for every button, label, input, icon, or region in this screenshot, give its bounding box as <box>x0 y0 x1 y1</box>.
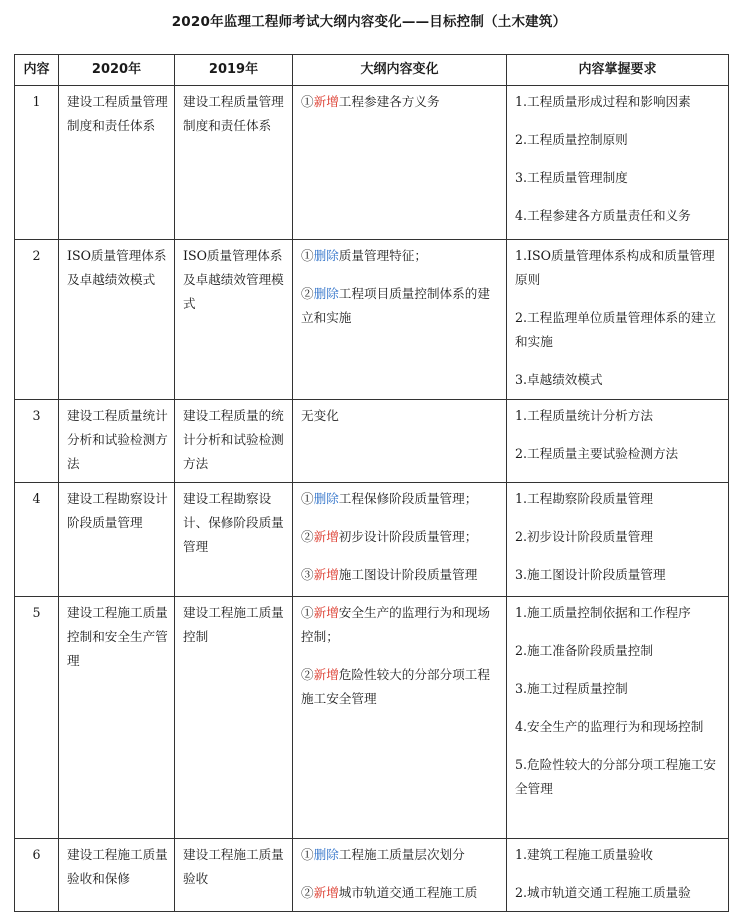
deleted-keyword: 删除 <box>313 491 339 506</box>
cell-requirements <box>507 597 729 839</box>
added-keyword: 新增 <box>313 94 339 109</box>
change-text: 安全生产的监理行为和现场控制； <box>301 605 490 644</box>
change-index: ① <box>301 248 314 263</box>
added-keyword: 新增 <box>313 567 339 582</box>
change-item <box>301 843 500 867</box>
change-item <box>301 525 500 549</box>
change-index: ② <box>301 529 314 544</box>
header-2019: 2019年 <box>175 55 293 86</box>
requirement-item: 4.工程参建各方质量责任和义务 <box>515 208 691 223</box>
change-text: 工程参建各方义务 <box>338 94 440 109</box>
cell-changes <box>293 86 507 240</box>
cell-2020: 建设工程勘察设计阶段质量管理 <box>59 483 175 597</box>
deleted-keyword: 删除 <box>313 286 339 301</box>
change-index: ① <box>301 605 314 620</box>
cell-requirements <box>507 400 729 483</box>
cell-2019: 建设工程施工质量验收 <box>175 839 293 912</box>
cell-2019: 建设工程质量的统计分析和试验检测方法 <box>175 400 293 483</box>
table-row <box>15 240 729 400</box>
row-number: 2 <box>15 240 59 400</box>
cell-2020: ISO质量管理体系及卓越绩效模式 <box>59 240 175 400</box>
requirement-item: 3.施工过程质量控制 <box>515 681 628 696</box>
change-index: ① <box>301 491 314 506</box>
change-item <box>301 563 500 587</box>
change-index: ① <box>301 847 314 862</box>
requirement-item: 2.城市轨道交通工程施工质量验 <box>515 885 691 900</box>
change-index: ③ <box>301 567 314 582</box>
change-item <box>301 601 500 649</box>
added-keyword: 新增 <box>313 529 339 544</box>
cell-requirements <box>507 839 729 912</box>
change-text: 施工图设计阶段质量管理 <box>338 567 478 582</box>
cell-2019: 建设工程勘察设计、保修阶段质量管理 <box>175 483 293 597</box>
header-row <box>15 55 729 86</box>
cell-changes <box>293 839 507 912</box>
table-row <box>15 86 729 240</box>
change-text: 工程施工质量层次划分 <box>338 847 465 862</box>
requirement-item: 1.施工质量控制依据和工作程序 <box>515 605 691 620</box>
added-keyword: 新增 <box>313 605 339 620</box>
change-text: 危险性较大的分部分项工程施工安全管理 <box>301 667 490 706</box>
cell-2019: 建设工程施工质量控制 <box>175 597 293 839</box>
change-text: 工程保修阶段质量管理； <box>338 491 478 506</box>
change-text: 无变化 <box>301 408 339 423</box>
change-index: ② <box>301 667 314 682</box>
requirement-item: 2.初步设计阶段质量管理 <box>515 529 653 544</box>
change-item <box>301 881 500 905</box>
requirement-item: 2.工程质量控制原则 <box>515 132 628 147</box>
change-item <box>301 487 500 511</box>
change-index: ② <box>301 885 314 900</box>
requirement-item: 3.工程质量管理制度 <box>515 170 628 185</box>
cell-2020: 建设工程质量统计分析和试验检测方法 <box>59 400 175 483</box>
row-number: 4 <box>15 483 59 597</box>
change-item <box>301 244 500 268</box>
cell-2020: 建设工程质量管理制度和责任体系 <box>59 86 175 240</box>
header-requirements: 内容掌握要求 <box>507 55 729 86</box>
requirement-item: 1.工程质量统计分析方法 <box>515 408 653 423</box>
change-text: 工程项目质量控制体系的建立和实施 <box>301 286 490 325</box>
deleted-keyword: 删除 <box>313 248 339 263</box>
table-body <box>15 86 729 912</box>
change-text: 城市轨道交通工程施工质 <box>338 885 478 900</box>
change-index: ② <box>301 286 314 301</box>
cell-2019: ISO质量管理体系及卓越绩效管理模式 <box>175 240 293 400</box>
table-row <box>15 597 729 839</box>
requirement-item: 4.安全生产的监理行为和现场控制 <box>515 719 704 734</box>
row-number: 3 <box>15 400 59 483</box>
cell-requirements <box>507 240 729 400</box>
change-item <box>301 282 500 330</box>
change-text: 初步设计阶段质量管理； <box>338 529 478 544</box>
added-keyword: 新增 <box>313 885 339 900</box>
header-changes: 大纲内容变化 <box>293 55 507 86</box>
requirement-item: 2.工程监理单位质量管理体系的建立和实施 <box>515 310 716 349</box>
requirement-item: 1.工程质量形成过程和影响因素 <box>515 94 691 109</box>
requirement-item: 3.施工图设计阶段质量管理 <box>515 567 666 582</box>
requirement-item: 5.危险性较大的分部分项工程施工安全管理 <box>515 757 716 796</box>
row-number: 6 <box>15 839 59 912</box>
cell-changes <box>293 597 507 839</box>
requirement-item: 1.建筑工程施工质量验收 <box>515 847 653 862</box>
page-title: 2020年监理工程师考试大纲内容变化——目标控制（土木建筑） <box>171 14 567 30</box>
row-number: 5 <box>15 597 59 839</box>
change-index: ① <box>301 94 314 109</box>
change-item <box>301 90 500 114</box>
deleted-keyword: 删除 <box>313 847 339 862</box>
syllabus-table <box>14 54 729 912</box>
cell-2020: 建设工程施工质量控制和安全生产管理 <box>59 597 175 839</box>
added-keyword: 新增 <box>313 667 339 682</box>
change-text: 质量管理特征； <box>338 248 427 263</box>
requirement-item: 2.工程质量主要试验检测方法 <box>515 446 679 461</box>
table-row <box>15 483 729 597</box>
cell-2019: 建设工程质量管理制度和责任体系 <box>175 86 293 240</box>
requirement-item: 3.卓越绩效模式 <box>515 372 603 387</box>
change-item <box>301 663 500 711</box>
cell-2020: 建设工程施工质量验收和保修 <box>59 839 175 912</box>
cell-requirements <box>507 483 729 597</box>
change-item <box>301 404 500 428</box>
cell-changes <box>293 483 507 597</box>
requirement-item: 1.工程勘察阶段质量管理 <box>515 491 653 506</box>
cell-changes <box>293 240 507 400</box>
requirement-item: 1.ISO质量管理体系构成和质量管理原则 <box>515 248 715 287</box>
header-content: 内容 <box>15 55 59 86</box>
table-row <box>15 400 729 483</box>
requirement-item: 2.施工准备阶段质量控制 <box>515 643 653 658</box>
cell-changes <box>293 400 507 483</box>
row-number: 1 <box>15 86 59 240</box>
header-2020: 2020年 <box>59 55 175 86</box>
cell-requirements <box>507 86 729 240</box>
table-row <box>15 839 729 912</box>
